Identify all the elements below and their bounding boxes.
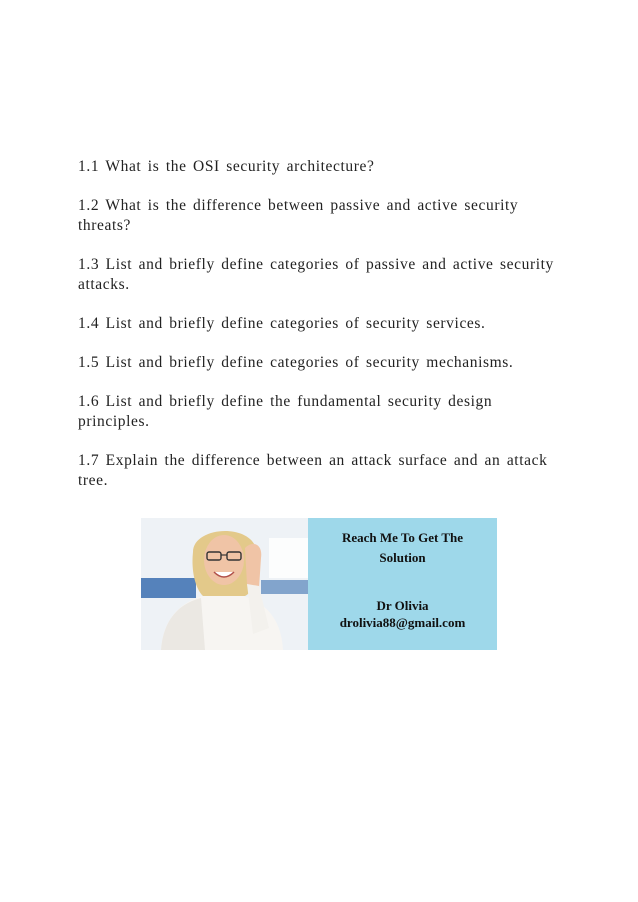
contact-info-panel bbox=[308, 518, 497, 650]
question-1-3: 1.3 List and briefly define categories of passive and active security attacks. bbox=[78, 256, 554, 293]
cta-headline-line1: Reach Me To Get The bbox=[341, 530, 464, 545]
contact-name: Dr Olivia bbox=[376, 598, 429, 613]
woman-illustration bbox=[141, 518, 308, 650]
question-1-7: 1.7 Explain the difference between an attack surface and an attack tree. bbox=[78, 452, 548, 489]
cta-headline-line2: Solution bbox=[379, 550, 426, 565]
question-1-1: 1.1 What is the OSI security architecture? bbox=[78, 158, 375, 175]
question-1-5: 1.5 List and briefly define categories of security mechanisms. bbox=[78, 354, 514, 371]
contact-banner bbox=[141, 518, 497, 650]
question-1-4: 1.4 List and briefly define categories of security services. bbox=[78, 315, 486, 332]
woman-photo bbox=[141, 518, 308, 650]
question-list bbox=[78, 157, 558, 510]
question-1-2: 1.2 What is the difference between passive and active security threats? bbox=[78, 197, 519, 234]
contact-email[interactable]: drolivia88@gmail.com bbox=[339, 615, 466, 630]
question-1-6: 1.6 List and briefly define the fundamental security design principles. bbox=[78, 393, 493, 430]
